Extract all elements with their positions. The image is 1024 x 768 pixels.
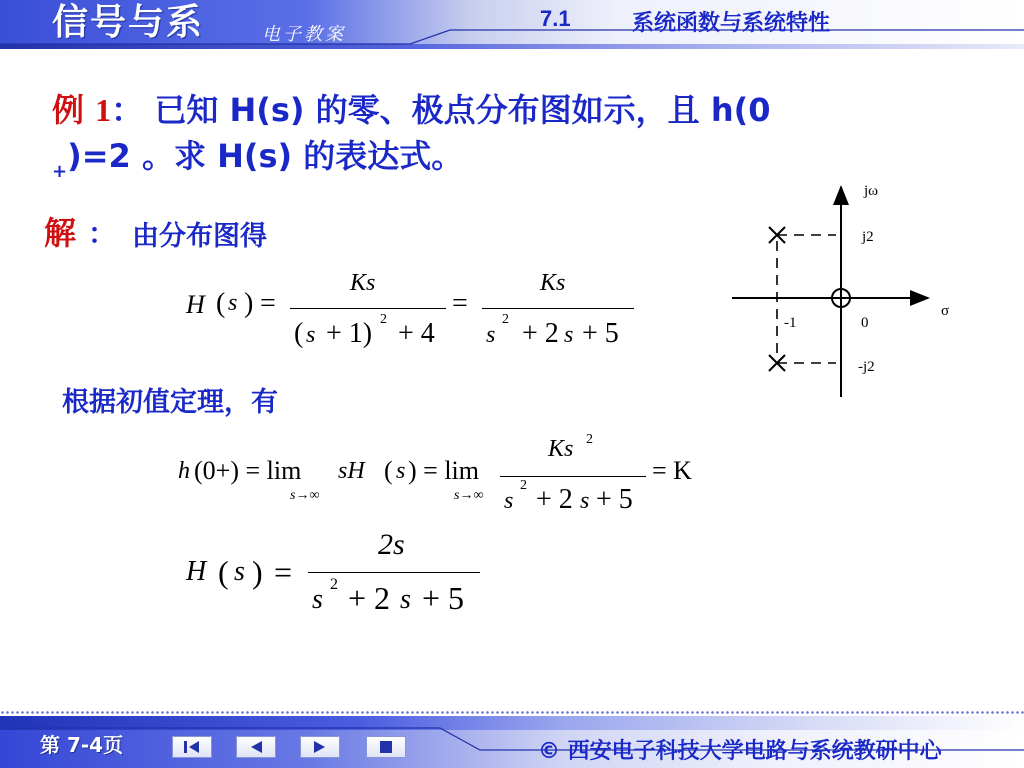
eq1-frac1-den-s: s bbox=[306, 322, 316, 348]
eq2-den-plus2: + 2 bbox=[536, 484, 573, 515]
example-label: 例 bbox=[52, 91, 85, 129]
next-arrow-icon bbox=[310, 739, 330, 755]
eq1-frac1-den-exp: 2 bbox=[380, 312, 387, 327]
nav-next-button[interactable] bbox=[300, 736, 340, 758]
nav-previous-button[interactable] bbox=[236, 736, 276, 758]
eq3-den-plus2: + 2 bbox=[348, 580, 391, 616]
previous-arrow-icon bbox=[246, 739, 266, 755]
eq3-den-plus5: + 5 bbox=[422, 580, 465, 616]
eq2-den-s2: s bbox=[580, 488, 590, 514]
eq3-close-paren: ) bbox=[252, 554, 263, 590]
section-title: 系统函数与系统特性 bbox=[632, 11, 831, 36]
eq1-frac2-den-exp: 2 bbox=[502, 312, 509, 327]
example-subscript-plus: + bbox=[52, 161, 68, 182]
eq2-lim-subscript-1: s→∞ bbox=[290, 488, 320, 503]
equation-hs-final bbox=[186, 528, 506, 624]
eq1-frac2-den-s: s bbox=[486, 322, 496, 348]
eq3-den-exp: 2 bbox=[330, 576, 338, 593]
eq1-s: s bbox=[228, 290, 238, 316]
equation-hs-factored bbox=[186, 270, 646, 360]
eq3-equals: = bbox=[274, 554, 293, 590]
eq1-equals-2: = bbox=[452, 288, 468, 319]
eq1-frac1-den-plus4: + 4 bbox=[398, 318, 435, 349]
eq3-open-paren: ( bbox=[218, 554, 229, 590]
example-number: 1 bbox=[95, 92, 112, 128]
neg1-label: -1 bbox=[784, 315, 797, 331]
example-text-line1: 已知 H(s) 的零、极点分布图如示，且 h(0 bbox=[154, 91, 771, 129]
eq2-den-plus5: + 5 bbox=[596, 484, 633, 515]
example-text-line2: )=2 。求 H(s) 的表达式。 bbox=[67, 137, 464, 175]
eq1-frac2-numerator: Ks bbox=[540, 270, 566, 296]
solution-colon: ： bbox=[88, 217, 117, 250]
course-subtitle: 电子教案 bbox=[262, 24, 346, 45]
eq2-open-paren: ( bbox=[384, 456, 393, 485]
eq2-frac-bar bbox=[500, 476, 646, 477]
zero-label: 0 bbox=[861, 315, 869, 331]
example-statement-line2 bbox=[52, 134, 463, 194]
eq1-frac2-den-plus2: + 2 bbox=[522, 318, 559, 349]
nav-stop-button[interactable] bbox=[366, 736, 406, 758]
eq1-frac1-den-plus1: + 1) bbox=[326, 318, 373, 349]
eq1-frac2-bar bbox=[482, 308, 634, 309]
eq2-s: s bbox=[396, 458, 406, 484]
solution-text: 由分布图得 bbox=[132, 221, 267, 252]
header-bar bbox=[0, 0, 1024, 50]
eq2-den-s: s bbox=[504, 488, 514, 514]
eq2-numerator: Ks bbox=[548, 436, 574, 462]
eq3-numerator: 2s bbox=[378, 528, 405, 561]
eq2-eq-K: = K bbox=[652, 456, 692, 485]
example-statement-line1 bbox=[52, 88, 771, 132]
neg-j2-label: -j2 bbox=[858, 359, 875, 375]
eq1-frac1-den-open: ( bbox=[294, 318, 304, 349]
eq3-s: s bbox=[234, 556, 245, 587]
j2-label: j2 bbox=[862, 229, 874, 245]
eq3-den-s2: s bbox=[400, 584, 411, 615]
eq1-frac2-den-plus5: + 5 bbox=[582, 318, 619, 349]
eq3-den-s: s bbox=[312, 584, 323, 615]
jw-label: jω bbox=[864, 183, 879, 199]
sigma-label: σ bbox=[941, 303, 950, 319]
skip-to-start-icon bbox=[181, 739, 203, 755]
eq2-den-exp: 2 bbox=[520, 478, 527, 493]
eq2-arg-lim: (0+) = lim bbox=[194, 456, 302, 485]
eq2-sH: sH bbox=[338, 458, 365, 484]
page-number-label: 第 7-4页 bbox=[40, 733, 124, 757]
course-title: 信号与系 bbox=[52, 1, 205, 43]
eq2-close-eq-lim: ) = lim bbox=[408, 456, 479, 485]
section-number: 7.1 bbox=[540, 6, 571, 31]
eq1-open-paren: ( bbox=[216, 288, 226, 319]
eq1-H: H bbox=[186, 290, 205, 319]
solution-label: 解 bbox=[44, 214, 77, 252]
nav-first-button[interactable] bbox=[172, 736, 212, 758]
eq3-H: H bbox=[186, 556, 207, 587]
copyright-text: © 西安电子科技大学电路与系统教研中心 bbox=[538, 739, 942, 764]
eq2-lim-subscript-2: s→∞ bbox=[454, 488, 484, 503]
eq2-h: h bbox=[178, 458, 190, 484]
initial-value-theorem-text: 根据初值定理，有 bbox=[62, 387, 278, 418]
eq1-frac1-numerator: Ks bbox=[350, 270, 376, 296]
example-colon: ： bbox=[111, 91, 144, 129]
eq1-frac1-bar bbox=[290, 308, 446, 309]
eq1-frac2-den-s2: s bbox=[564, 322, 574, 348]
eq2-numerator-exp: 2 bbox=[586, 432, 593, 447]
equation-initial-value bbox=[178, 432, 718, 522]
pole-zero-diagram bbox=[728, 175, 968, 400]
eq1-equals: = bbox=[260, 288, 276, 319]
eq1-close-paren: ) bbox=[244, 288, 254, 319]
eq3-frac-bar bbox=[308, 572, 480, 573]
stop-square-icon bbox=[376, 739, 396, 755]
